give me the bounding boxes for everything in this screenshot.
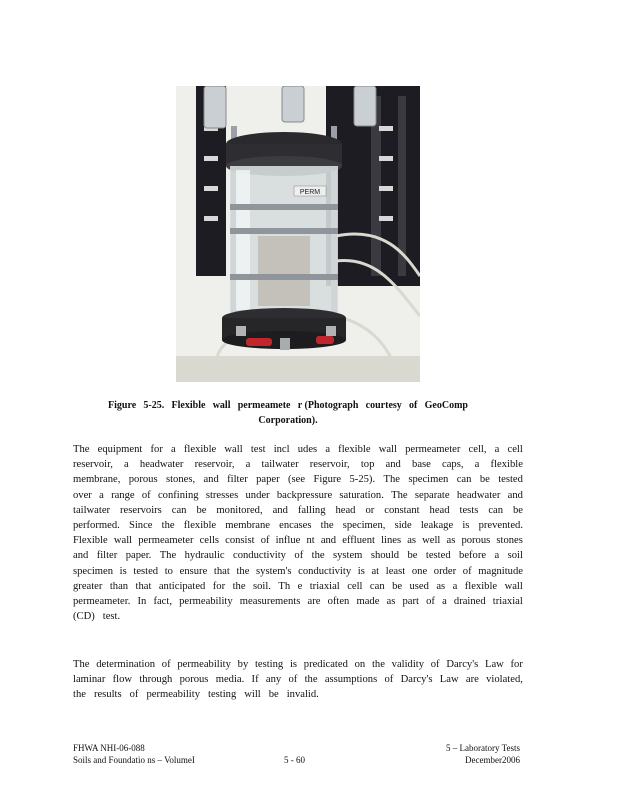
word: well [422,535,441,547]
word: headwater [139,459,184,471]
word: side [394,520,412,532]
word: Figure [313,474,342,486]
word: head [429,504,450,516]
word: often [327,596,350,608]
word: triaxial [309,580,340,592]
word: soil [507,550,523,562]
word: In [137,596,147,608]
word: filter [227,474,248,486]
word: influe [275,535,301,547]
word: 5-25). [349,474,376,486]
text-line [73,609,523,624]
word: Since [128,520,153,532]
word: soil. [252,580,271,592]
word: is [289,659,298,670]
caption-line-2: Corporation). [258,415,318,426]
word: porous [179,674,209,686]
word: under [245,489,270,501]
word: at [371,565,380,577]
word: a [494,444,500,455]
word: flexible [338,444,371,455]
word: test [250,444,266,455]
word: Th [278,580,291,592]
word: be [268,689,279,701]
word: of [384,674,394,686]
word: backpressure [276,489,333,501]
word: The [383,474,400,486]
text-line [73,672,523,687]
word: flexible [183,444,217,455]
word: wall [224,444,243,455]
word: as [386,596,396,608]
word: and [73,550,89,562]
word: a [171,444,176,455]
word: The [73,444,90,455]
word: as [436,580,446,592]
word: to [164,565,173,577]
word: porous [461,535,491,547]
text-line [73,503,523,518]
word: determination [96,659,156,670]
word: a [325,444,331,455]
word: reservoir, [194,459,235,471]
word: permeameter [138,535,194,547]
word: specimen [73,565,114,577]
text-line [73,457,523,472]
word: wall [504,580,523,592]
text-line [73,518,523,533]
caption-word: Flexible [171,400,206,411]
text-line [73,533,523,548]
footer-volume-title: Soils and Foundatio ns – VolumeI [73,755,195,765]
word: and [320,535,337,547]
word: constant [384,504,420,516]
word: conductivity [298,565,352,577]
word: the [371,659,385,670]
word: head [335,504,356,516]
word: confining [157,489,199,501]
word: flexible [490,459,523,471]
word: validity [391,659,425,670]
word: cell, [468,444,487,455]
word: media. [215,674,245,686]
text-line [73,472,523,487]
word: The [73,659,90,670]
word: reservoirs [120,504,162,516]
word: be [196,504,207,516]
word: Darcy's [446,659,479,670]
word: membrane [225,520,270,532]
word: are [307,596,321,608]
word: testing [254,659,284,670]
footer-report-number: FHWA NHI-06-088 [73,743,145,753]
text-line [73,442,523,457]
word: greater [73,580,103,592]
footer-right [440,742,520,766]
word: monitored, [216,504,263,516]
text-line [73,594,523,609]
text-line [73,564,523,579]
text-line [73,687,523,702]
page-number: 5 - 60 [284,755,305,765]
word: test. [102,611,121,623]
word: the [320,520,334,532]
caption-word: 5-25. [143,400,165,411]
word: of [430,659,440,670]
word: porous [128,474,158,486]
word: measurements [239,596,301,608]
word: nt [306,535,315,547]
word: (see [288,474,306,486]
word: Law [484,659,504,670]
word: made [356,596,380,608]
word: specimen [408,474,449,486]
word: a [245,459,251,471]
word: udes [297,444,318,455]
word: of [141,489,151,501]
word: be [512,504,523,516]
word: be [479,474,490,486]
word: by [237,659,249,670]
word: The [159,550,177,562]
word: tested [425,550,451,562]
word: specimen, [342,520,386,532]
word: is [119,565,127,577]
word: Flexible [73,535,108,547]
word: paper [256,474,280,486]
word: headwater [456,489,501,501]
permeameter-illustration [176,86,420,382]
word: membrane, [73,474,121,486]
word: the [236,565,250,577]
word: than [109,580,129,592]
word: flow [112,674,133,686]
word: stresses [205,489,239,501]
caption-word: of [409,400,418,411]
caption-word: r (Photograph [297,400,359,411]
paragraph-equipment [73,442,523,624]
word: cell [347,580,363,592]
word: tailwater [73,504,111,516]
word: tested [498,474,523,486]
word: should [370,550,400,562]
word: stones, [165,474,196,486]
word: cells [199,535,220,547]
word: tests [459,504,479,516]
word: caps, [442,459,464,471]
word: a [452,580,458,592]
word: (CD) [73,611,95,623]
word: tailwater [261,459,299,471]
word: for [212,580,226,592]
word: used [409,580,429,592]
word: prevented. [478,520,523,532]
word: system [332,550,363,562]
word: on [354,659,366,670]
word: the [161,520,175,532]
word: of [294,550,304,562]
word: can [171,504,187,516]
word: separate [414,489,450,501]
word: before [459,550,487,562]
word: violated, [486,674,523,686]
word: a [99,489,104,501]
word: wall [378,444,397,455]
word: falling [297,504,326,516]
text-line [73,548,523,563]
word: that [213,565,230,577]
word: stones [496,535,523,547]
word: will [244,689,261,701]
word: The [391,489,408,501]
word: range [111,489,135,501]
word: saturation. [339,489,384,501]
word: system's [256,565,292,577]
word: the [311,550,325,562]
word: that [135,580,152,592]
word: fact, [153,596,172,608]
word: triaxial [492,596,523,608]
word: tested [133,565,159,577]
footer-date: December2006 [465,755,520,765]
word: cell [507,444,523,455]
permeameter-photo [176,86,420,382]
paragraph-darcy [73,657,523,703]
word: effluent [342,535,375,547]
word: hydraulic [184,550,225,562]
word: can [369,580,385,592]
word: permeability [177,659,231,670]
word: flexible [464,580,498,592]
word: assumptions [324,674,378,686]
footer-chapter: 5 – Laboratory Tests [446,743,520,753]
word: is [357,565,365,577]
word: as [446,535,456,547]
word: any [265,674,282,686]
word: filter [96,550,118,562]
word: encases [279,520,312,532]
word: and [203,474,219,486]
word: the [232,580,246,592]
word: top [360,459,375,471]
word: anticipated [158,580,206,592]
word: least [385,565,406,577]
word: a [124,459,129,471]
word: be [392,580,403,592]
word: as [407,535,417,547]
word: drained [453,596,486,608]
caption-line-1 [108,398,468,413]
word: paper. [125,550,152,562]
word: one [411,565,428,577]
word: of [426,596,435,608]
word: reservoir, [309,459,350,471]
word: predicated [303,659,348,670]
caption-word: wall [212,400,231,411]
word: laminar [73,674,106,686]
word: can [488,504,504,516]
word: performed. [73,520,120,532]
word: over [73,489,92,501]
word: part [402,596,419,608]
caption-word: permeamete [237,400,291,411]
word: incl [273,444,290,455]
word: of [288,674,298,686]
word: reservoir, [73,459,113,471]
word: permeability [146,689,200,701]
word: order [433,565,457,577]
text-line [73,657,523,672]
word: leakage [420,520,454,532]
word: Darcy's [400,674,433,686]
word: can [456,474,472,486]
caption-word: courtesy [365,400,402,411]
word: be [407,550,418,562]
word: the [304,674,318,686]
footer-left [73,742,195,766]
word: Law [439,674,459,686]
photo-label-text: PERM [299,189,321,196]
word: of [161,659,171,670]
word: base [412,459,431,471]
text-line [73,488,523,503]
word: and [507,489,523,501]
word: conductivity [233,550,286,562]
word: e [297,580,303,592]
word: invalid. [286,689,319,701]
word: permeameter [405,444,461,455]
word: ensure [179,565,208,577]
word: is [462,520,470,532]
text-line [73,579,523,594]
word: consist [225,535,255,547]
word: and [385,459,401,471]
word: of [129,689,139,701]
word: the [73,689,86,701]
word: equipment [97,444,143,455]
word: a [474,459,480,471]
caption-word: Figure [108,400,137,411]
word: lines [381,535,402,547]
word: permeability [179,596,233,608]
word: a [442,596,447,608]
word: flexible [183,520,217,532]
word: of [260,535,270,547]
word: testing [208,689,237,701]
word: for [510,659,523,670]
word: results [93,689,122,701]
word: a [494,550,500,562]
caption-word: GeoComp [424,400,468,411]
word: for [150,444,163,455]
word: wall [113,535,133,547]
word: of [462,565,472,577]
figure-caption [108,398,468,428]
word: permeameter. [73,596,131,608]
word: are [465,674,479,686]
word: or [365,504,375,516]
word: If [251,674,259,686]
word: magnitude [478,565,523,577]
word: and [272,504,288,516]
word: through [139,674,173,686]
